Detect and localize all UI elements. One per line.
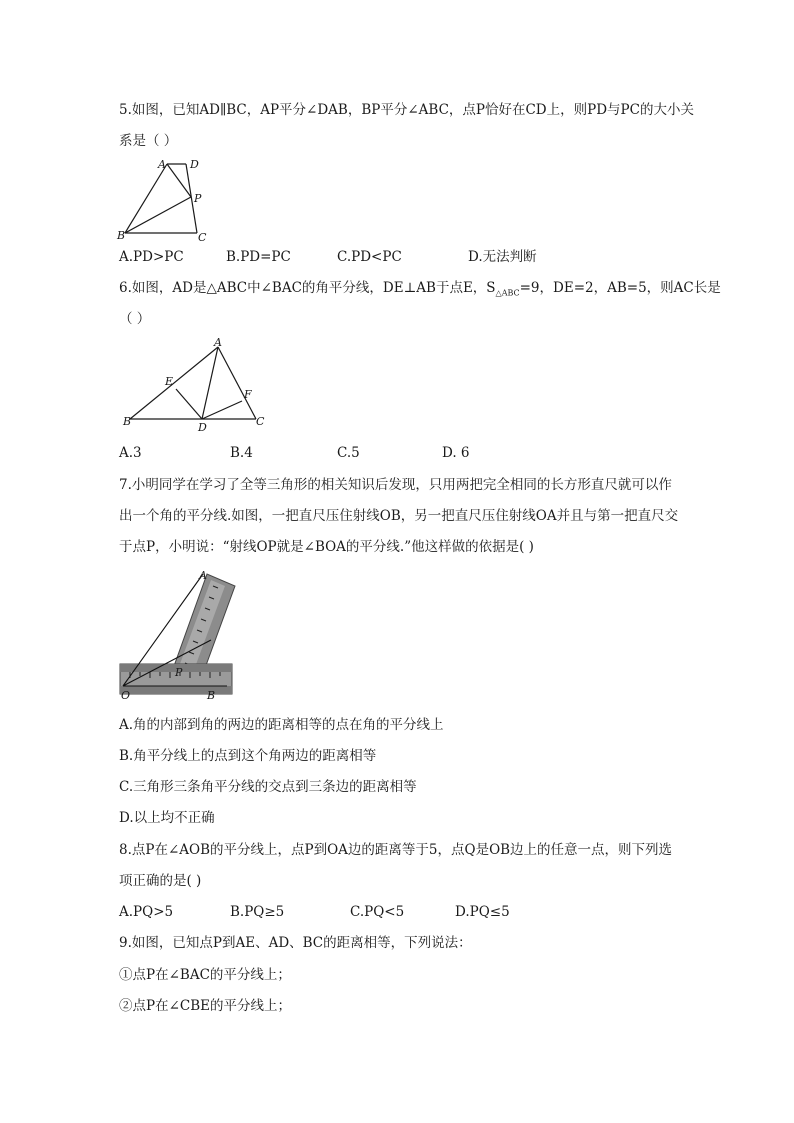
q7-label-a: A bbox=[199, 569, 207, 582]
q6-area-subscript: △ABC bbox=[495, 288, 520, 298]
q6-stem-pre: 6.如图，AD是△ABC中∠BAC的角平分线，DE⊥AB于点E，S bbox=[119, 280, 496, 296]
q6-label-c: C bbox=[256, 415, 265, 428]
q8-stem-line1: 8.点P在∠AOB的平分线上，点P到OA边的距离等于5，点Q是OB边上的任意一点，则下列选 bbox=[119, 842, 673, 858]
q6-option-d: D. 6 bbox=[442, 445, 470, 461]
q6-label-a: A bbox=[214, 336, 222, 349]
q8-option-d: D.PQ≤5 bbox=[455, 904, 510, 920]
q9-item-1: ①点P在∠BAC的平分线上； bbox=[119, 967, 291, 983]
q5-option-a: A.PD>PC bbox=[119, 249, 184, 265]
q6-label-f: F bbox=[244, 388, 252, 401]
q5-label-d: D bbox=[190, 158, 199, 171]
q5-stem-line1: 5.如图，已知AD∥BC，AP平分∠DAB，BP平分∠ABC，点P恰好在CD上，则PD与PC的大小关 bbox=[119, 102, 694, 118]
q6-label-d: D bbox=[198, 421, 207, 434]
q6-figure bbox=[118, 335, 278, 435]
q5-label-a: A bbox=[158, 158, 166, 171]
q5-option-b: B.PD=PC bbox=[226, 249, 291, 265]
q8-stem-line2: 项正确的是( ) bbox=[119, 873, 202, 889]
q7-label-p: P bbox=[175, 666, 183, 679]
q7-option-b: B.角平分线上的点到这个角两边的距离相等 bbox=[119, 748, 377, 764]
q5-option-c: C.PD<PC bbox=[337, 249, 402, 265]
q9-stem-line1: 9.如图，已知点P到AE、AD、BC的距离相等，下列说法： bbox=[119, 935, 472, 951]
q5-option-d: D.无法判断 bbox=[468, 249, 537, 265]
q7-label-b: B bbox=[207, 689, 216, 702]
q7-label-o: O bbox=[121, 689, 131, 702]
q6-stem-post: =9，DE=2，AB=5，则AC长是 bbox=[519, 280, 721, 296]
q7-option-c: C.三角形三条角平分线的交点到三条边的距离相等 bbox=[119, 779, 417, 795]
q6-label-e: E bbox=[165, 375, 174, 388]
q6-option-a: A.3 bbox=[119, 445, 142, 461]
q7-option-a: A.角的内部到角的两边的距离相等的点在角的平分线上 bbox=[119, 717, 444, 733]
q7-ruler-figure bbox=[115, 568, 235, 703]
q9-item-2: ②点P在∠CBE的平分线上； bbox=[119, 998, 291, 1014]
q6-stem-line2: （ ） bbox=[119, 311, 151, 327]
q6-option-b: B.4 bbox=[230, 445, 253, 461]
q8-option-b: B.PQ≥5 bbox=[230, 904, 285, 920]
q6-stem-line1 bbox=[119, 278, 721, 304]
q6-option-c: C.5 bbox=[337, 445, 360, 461]
q5-label-c: C bbox=[198, 231, 207, 244]
q5-figure bbox=[115, 155, 215, 243]
q7-stem-line2: 出一个角的平分线.如图，一把直尺压住射线OB，另一把直尺压住射线OA并且与第一把直尺交 bbox=[119, 508, 679, 524]
q5-stem-line2: 系是（ ） bbox=[119, 133, 178, 149]
q8-option-a: A.PQ>5 bbox=[119, 904, 174, 920]
q7-stem-line3: 于点P，小明说：“射线OP就是∠BOA的平分线.”他这样做的依据是( ) bbox=[119, 539, 534, 555]
q5-label-b: B bbox=[117, 229, 126, 242]
q5-label-p: P bbox=[194, 192, 202, 205]
q6-label-b: B bbox=[123, 415, 132, 428]
q7-stem-line1: 7.小明同学在学习了全等三角形的相关知识后发现，只用两把完全相同的长方形直尺就可以作 bbox=[119, 477, 672, 493]
q8-option-c: C.PQ<5 bbox=[350, 904, 405, 920]
q7-option-d: D.以上均不正确 bbox=[119, 810, 215, 826]
